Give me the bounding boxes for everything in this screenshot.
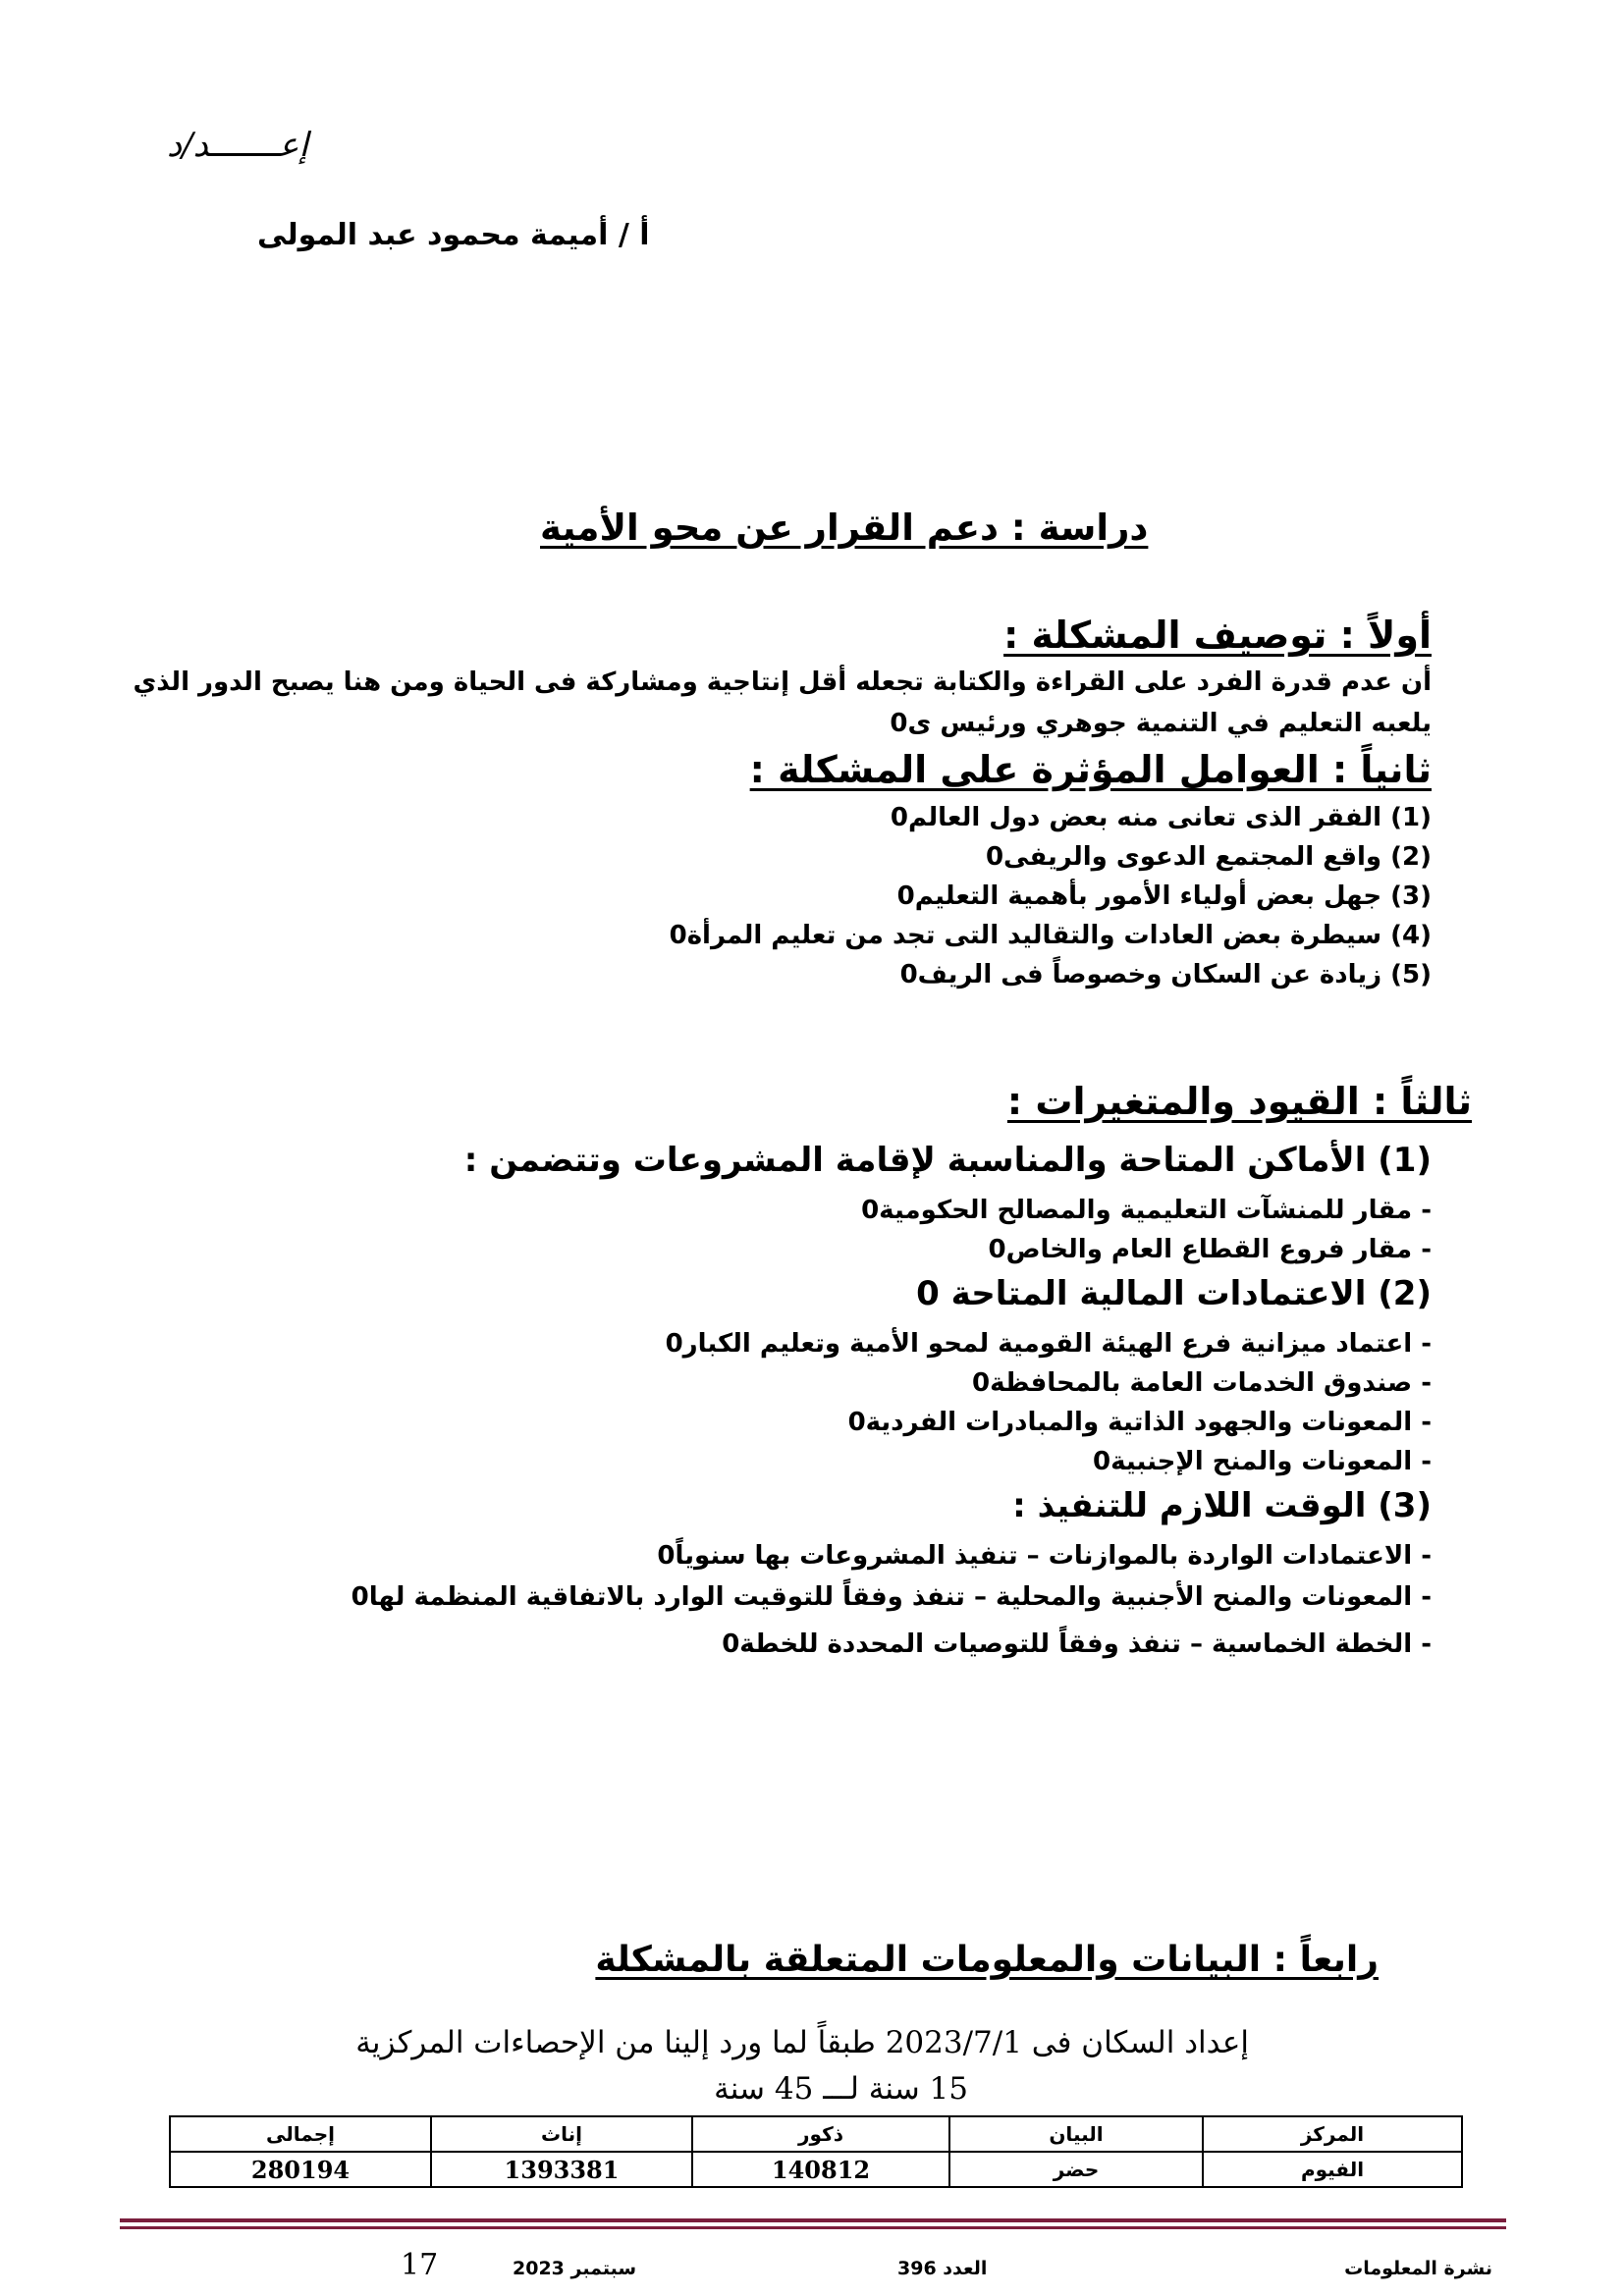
footer-rule: [120, 2218, 1506, 2222]
section3-sub2-item: - المعونات والجهود الذاتية والمبادرات الفردية0: [847, 1408, 1432, 1437]
section3-sub2-item: - اعتماد ميزانية فرع الهيئة القومية لمحو الأمية وتعليم الكبار0: [665, 1329, 1432, 1359]
section2-heading: ثانياً : العوامل المؤثرة على المشكلة :: [749, 748, 1432, 791]
author-name: أ / أميمة محمود عبد المولى: [257, 218, 650, 252]
population-table: [169, 2115, 1463, 2188]
section2-item: (3) جهل بعض أولياء الأمور بأهمية التعليم0: [896, 881, 1432, 911]
table-header-cell: البيان: [949, 2116, 1203, 2152]
table-cell: 280194: [170, 2152, 431, 2187]
table-header-cell: ذكور: [692, 2116, 949, 2152]
section3-sub3-item: - الاعتمادات الواردة بالموازنات – تنفيذ المشروعات بها سنوياً0: [657, 1541, 1432, 1571]
section3-sub2-item: - صندوق الخدمات العامة بالمحافظة0: [972, 1368, 1432, 1398]
section2-item: (4) سيطرة بعض العادات والتقاليد التى تجد من تعليم المرأة0: [669, 921, 1432, 950]
footer-rule: [120, 2226, 1506, 2229]
section1-heading: أولاً : توصيف المشكلة :: [1003, 614, 1432, 657]
section1-line2: يلعبه التعليم في التنمية جوهري ورئيس ى0: [890, 709, 1432, 738]
table-row: [170, 2152, 1462, 2187]
section2-item: (1) الفقر الذى تعانى منه بعض دول العالم0: [890, 803, 1432, 832]
section3-sub1: (1) الأماكن المتاحة والمناسبة لإقامة المشروعات وتتضمن :: [463, 1141, 1432, 1180]
table-cell: 1393381: [431, 2152, 692, 2187]
table-header-cell: إناث: [431, 2116, 692, 2152]
table-cell: 140812: [692, 2152, 949, 2187]
study-title: دراسة : دعم القرار عن محو الأمية: [540, 507, 1149, 549]
footer-bulletin-name: نشرة المعلومات: [1344, 2258, 1492, 2279]
age-range-caption: 15 سنة لـــ 45 سنة: [714, 2071, 968, 2107]
section3-sub2-item: - المعونات والمنح الإجنبية0: [1092, 1447, 1432, 1476]
section3-sub1-item: - مقار للمنشآت التعليمية والمصالح الحكومية0: [861, 1196, 1432, 1225]
section3-sub2: (2) الاعتمادات المالية المتاحة 0: [916, 1274, 1432, 1313]
footer-issue-number: العدد 396: [897, 2258, 988, 2279]
section3-sub3-item: - الخطة الخماسية – تنفذ وفقاً للتوصيات المحددة للخطة0: [722, 1629, 1432, 1659]
section3-sub3-item: - المعونات والمنح الأجنبية والمحلية – تنفذ وفقاً للتوقيت الوارد بالاتفاقية المنظمة لها0: [351, 1582, 1432, 1612]
section3-heading: ثالثاً : القيود والمتغيرات :: [1006, 1080, 1472, 1123]
table-header-cell: المركز: [1203, 2116, 1462, 2152]
page-number: 17: [401, 2248, 439, 2282]
table-header-row: [170, 2116, 1462, 2152]
section2-item: (5) زيادة عن السكان وخصوصاً فى الريف0: [899, 960, 1432, 989]
table-header-cell: إجمالى: [170, 2116, 431, 2152]
section4-heading: رابعاً : البيانات والمعلومات المتعلقة بالمشكلة: [595, 1940, 1379, 1980]
table-cell: الفيوم: [1203, 2152, 1462, 2187]
section3-sub3: (3) الوقت اللازم للتنفيذ :: [1012, 1486, 1432, 1525]
section2-item: (2) واقع المجتمع الدعوى والريفى0: [985, 842, 1432, 872]
population-caption: إعداد السكان فى 2023/7/1 طبقاً لما ورد إلينا من الإحصاءات المركزية: [355, 2025, 1249, 2060]
footer-date: سبتمبر 2023: [513, 2258, 637, 2279]
prepared-by-label: إعـــــــد/د: [167, 126, 308, 165]
section3-sub1-item: - مقار فروع القطاع العام والخاص0: [988, 1235, 1432, 1264]
section1-line1: أن عدم قدرة الفرد على القراءة والكتابة تجعله أقل إنتاجية ومشاركة فى الحياة ومن هنا يصبح الدور الذي: [133, 667, 1432, 697]
table-cell: حضر: [949, 2152, 1203, 2187]
